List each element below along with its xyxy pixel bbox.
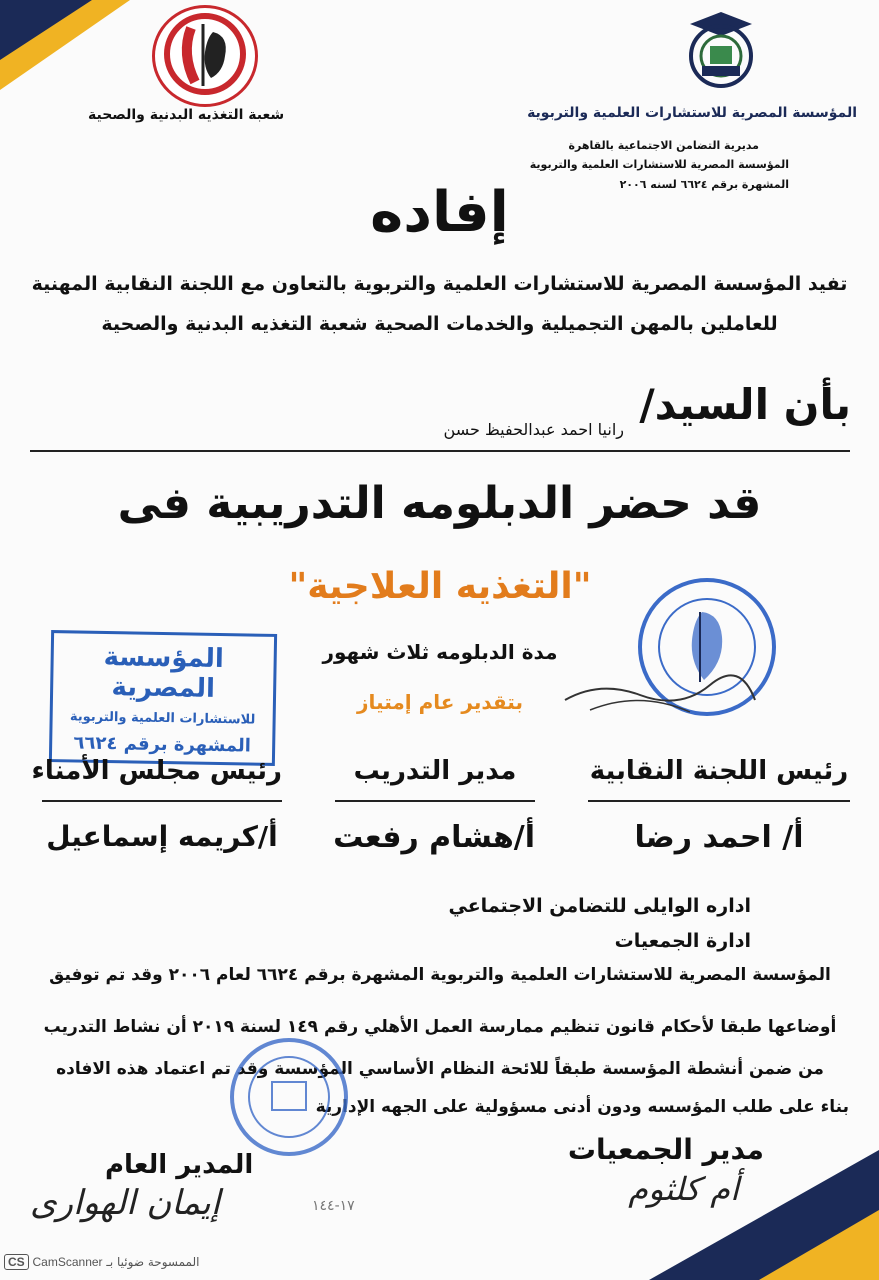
recipient-name: رانيا احمد عبدالحفيظ حسن (443, 420, 624, 439)
signatory-board-chair (31, 756, 282, 853)
foundation-name: المؤسسة المصرية للاستشارات العلمية والتربوية (527, 105, 857, 121)
body-line-4: بناء على طلب المؤسسه ودون أدنى مسؤولية على الجهه الإدارية (315, 1097, 849, 1117)
signature-line (588, 800, 850, 802)
recipient-prefix: بأن السيد/ (639, 380, 851, 429)
body-line-1: المؤسسة المصرية للاستشارات العلمية والتربوية المشهرة برقم ٦٦٢٤ لعام ٢٠٠٦ وقد تم توفيق (49, 965, 831, 985)
signature-line (42, 800, 282, 802)
signatory-training-manager (335, 756, 535, 855)
attended-statement: قد حضر الدبلومه التدريبية فى (117, 478, 762, 529)
body-line-2: أوضاعها طبقا لأحكام قانون تنظيم ممارسة العمل الأهلي رقم ١٤٩ لسنة ٢٠١٩ أن نشاط التدريب (43, 1017, 837, 1037)
admin-line-2: ادارة الجمعيات (614, 930, 751, 952)
signature-scribble (560, 650, 760, 730)
signatory-union-head (588, 756, 850, 855)
signature-line (335, 800, 535, 802)
nutrition-division-logo (152, 5, 258, 107)
stamp-line-1: المؤسسة المصرية (103, 641, 225, 704)
general-manager-title: المدير العام (105, 1150, 254, 1180)
camscanner-icon: CS (4, 1254, 29, 1270)
recipient-underline (30, 450, 850, 452)
scanner-watermark (4, 1254, 199, 1270)
scanner-text: الممسوحة ضوئيا بـ (106, 1255, 200, 1269)
foundation-sub-2: المؤسسة المصرية للاستشارات العلمية والتربوية (529, 158, 789, 171)
intro-line-2: للعاملين بالمهن التجميلية والخدمات الصحية شعبة التغذيه البدنية والصحية (101, 313, 778, 335)
corner-decoration-bottom-right-inner (759, 1210, 879, 1280)
body-line-3: من ضمن أنشطة المؤسسة طبقاً للائحة النظام الأساسي المؤسسة وقد تم اعتماد هذه الافاده (56, 1059, 824, 1079)
stamp-line-2: للاستشارات العلمية والتربوية (69, 709, 256, 728)
foundation-stamp (49, 630, 277, 766)
signatory-title: رئيس مجلس الأمناء (31, 756, 282, 786)
page-title: إفاده (370, 180, 509, 245)
stamp-line-3: المشهرة برقم ٦٦٢٤ (73, 732, 252, 757)
course-name: "التغذيه العلاجية" (288, 566, 592, 607)
foundation-sub-3: المشهرة برقم ٦٦٢٤ لسنه ٢٠٠٦ (619, 178, 789, 191)
scanner-label: CamScanner (32, 1255, 103, 1269)
foundation-sub-1: مديرية التضامن الاجتماعية بالقاهرة (568, 139, 759, 152)
course-duration: مدة الدبلومه ثلاث شهور (322, 640, 558, 664)
foundation-logo (680, 8, 762, 90)
corner-decoration-top-left-inner (0, 0, 92, 60)
assoc-manager-signature: أم كلثوم (628, 1170, 739, 1208)
signatory-title: مدير التدريب (353, 756, 517, 786)
signatory-name: أ/ احمد رضا (634, 820, 804, 855)
ministry-round-stamp (230, 1038, 348, 1156)
serial-number: ١٧-١٤٤ (312, 1198, 355, 1214)
signatory-name: أ/كريمه إسماعيل (46, 820, 278, 853)
intro-line-1: تفيد المؤسسة المصرية للاستشارات العلمية والتربوية بالتعاون مع اللجنة النقابية المهنية (31, 273, 848, 295)
grade: بتقدير عام إمتياز (357, 690, 523, 714)
signatory-name: أ/هشام رفعت (333, 820, 535, 855)
assoc-manager-title: مدير الجمعيات (567, 1133, 764, 1166)
general-manager-signature: إيمان الهوارى (30, 1183, 221, 1223)
division-name: شعبة التغذيه البدنية والصحية (88, 107, 285, 123)
admin-line-1: اداره الوايلى للتضامن الاجتماعي (448, 895, 751, 917)
signatory-title: رئيس اللجنة النقابية (589, 756, 849, 786)
